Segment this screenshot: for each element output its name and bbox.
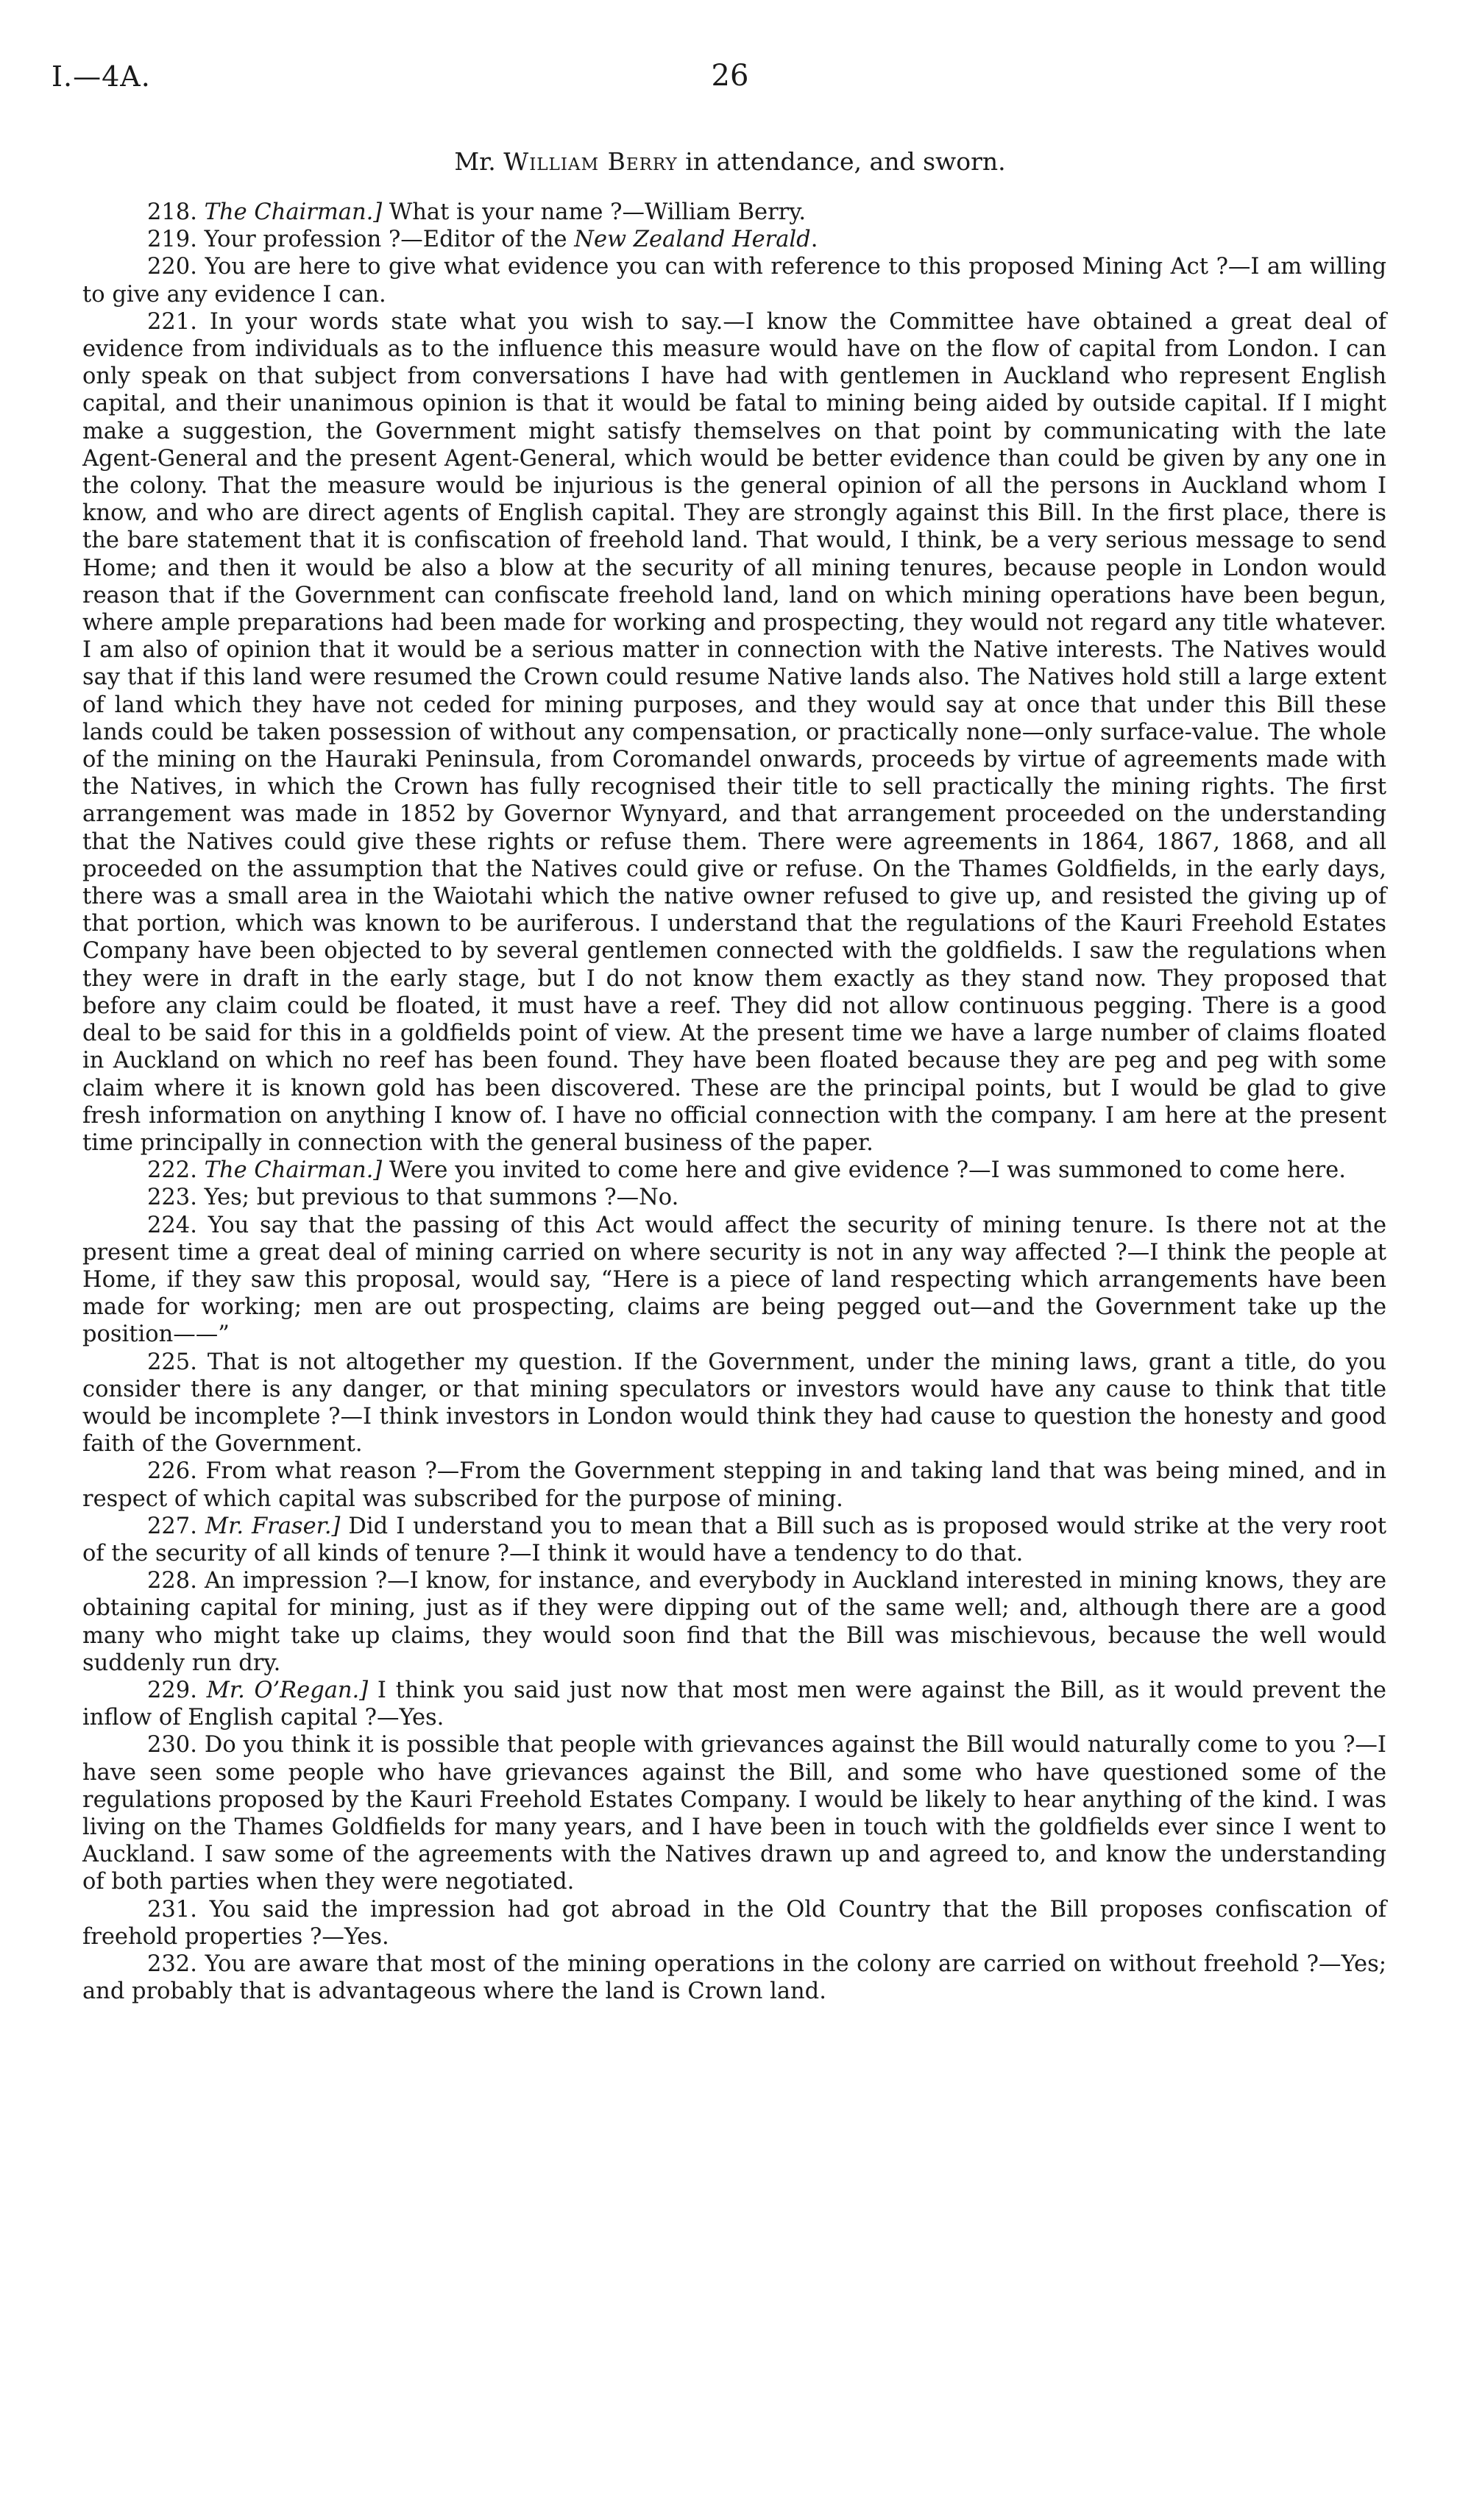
- page-number: 26: [711, 59, 749, 93]
- publication-title: New Zealand Herald: [574, 227, 811, 253]
- question-answer-text: Do you think it is possible that people with grievances against the Bill would naturally come to you ?—I have seen some people who have grievances against the Bill, and some who have questioned some of the regulations proposed by the Kauri Freehold Estates Company. I would be likely to hear anything of the kind. I was living on the Thames Goldfields for many years, and I have been in touch with the goldfields ever since I went to Auckland. I saw some of the agreements with the Natives drawn up and agreed to, and know the understanding of both parties when they were negotiated.: [82, 1732, 1386, 1895]
- evidence-paragraph: [82, 1896, 1386, 1951]
- parliamentary-paper-reference: I.—4A.: [52, 60, 151, 93]
- witness-heading: [0, 147, 1460, 177]
- witness-heading-prefix: Mr.: [454, 147, 496, 176]
- question-number: 226.: [147, 1458, 197, 1485]
- question-answer-text: Did I understand you to mean that a Bill such as is proposed would strike at the very root of the security of all kinds of tenure ?—I think it would have a tendency to do that.: [82, 1513, 1386, 1566]
- evidence-paragraph: [82, 1184, 1386, 1211]
- speaker-name: The Chairman.]: [204, 1157, 383, 1184]
- witness-heading-suffix: in attendance, and sworn.: [685, 147, 1006, 176]
- question-number: 228.: [147, 1568, 197, 1594]
- question-answer-text: You said the impression had got abroad in the Old Country that the Bill proposes confiscation of freehold properties ?—Yes.: [82, 1896, 1386, 1950]
- evidence-paragraph: [82, 1677, 1386, 1731]
- question-answer-text: An impression ?—I know, for instance, and everybody in Auckland interested in mining knows, they are obtaining capital for mining, just as if they were dipping out of the same well; and, although there are a good many who might take up claims, they would soon find that the Bill was mischievous, because the well would suddenly run dry.: [82, 1568, 1386, 1676]
- question-answer-text: In your words state what you wish to say.—I know the Committee have obtained a great deal of evidence from individuals as to the influence this measure would have on the flow of capital from London. I can only speak on that subject from conversations I have had with gentlemen in Auckland who represent English capital, and their unanimous opinion is that it would be fatal to mining being aided by outside capital. If I might make a suggestion, the Government might satisfy themselves on that point by communicating with the late Agent-General and the present Agent-General, which would be better evidence than could be given by any one in the colony. That the measure would be injurious is the general opinion of all the persons in Auckland whom I know, and who are direct agents of English capital. They are strongly against this Bill. In the first place, there is the bare statement that it is confiscation of freehold land. That would, I think, be a very serious message to send Home; and then it would be also a blow at the security of all mining tenures, because people in London would reason that if the Government can confiscate freehold land, land on which mining operations have been begun, where ample preparations had been made for working and prospecting, they would not regard any title whatever. I am also of opinion that it would be a serious matter in connection with the Native interests. The Natives would say that if this land were resumed the Crown could resume Native lands also. The Natives hold still a large extent of land which they have not ceded for mining purposes, and they would say at once that under this Bill these lands could be taken possession of without any compensation, or practically none—only surface-value. The whole of the mining on the Hauraki Peninsula, from Coromandel onwards, proceeds by virtue of agreements made with the Natives, in which the Crown has fully recognised their title to sell practically the mining rights. The first arrangement was made in 1852 by Governor Wynyard, and that arrangement proceeded on the understanding that the Natives could give these rights or refuse them. There were agreements in 1864, 1867, 1868, and all proceeded on the assumption that the Natives could give or refuse. On the Thames Goldfields, in the early days, there was a small area in the Waiotahi which the native owner refused to give up, and resisted the giving up of that portion, which was known to be auriferous. I understand that the regulations of the Kauri Freehold Estates Company have been objected to by several gentlemen connected with the goldfields. I saw the regulations when they were in draft in the early stage, but I do not know them exactly as they stand now. They proposed that before any claim could be floated, it must have a reef. They did not allow continuous pegging. There is a good deal to be said for this in a goldfields point of view. At the present time we have a large number of claims floated in Auckland on which no reef has been found. They have been floated because they are peg and peg with some claim where it is known gold has been discovered. These are the principal points, but I would be glad to give fresh information on anything I know of. I have no official connection with the company. I am here at the present time principally in connection with the general business of the paper.: [82, 308, 1386, 1156]
- question-answer-text: You are here to give what evidence you can with reference to this proposed Mining Act ?—I am willing to give any evidence I can.: [82, 254, 1387, 308]
- speaker-name: The Chairman.]: [204, 199, 383, 225]
- question-answer-text: I think you said just now that most men were against the Bill, as it would prevent the inflow of English capital ?—Yes.: [82, 1677, 1386, 1731]
- question-number: 222.: [147, 1157, 197, 1184]
- question-answer-text: Yes; but previous to that summons ?—No.: [204, 1185, 679, 1211]
- evidence-paragraph: [82, 199, 1386, 226]
- question-answer-text: That is not altogether my question. If the Government, under the mining laws, grant a title, do you consider there is any danger, or that mining speculators or investors would have any cause to think that title would be incomplete ?—I think investors in London would think they had cause to question the honesty and good faith of the Government.: [82, 1349, 1386, 1458]
- evidence-paragraph: [82, 1349, 1386, 1458]
- question-number: 223.: [147, 1185, 197, 1211]
- evidence-paragraph: [82, 226, 1386, 253]
- question-answer-tail: .: [810, 227, 818, 253]
- question-answer-text: You are aware that most of the mining operations in the colony are carried on without freehold ?—Yes; and probably that is advantageous where the land is Crown land.: [82, 1951, 1386, 2005]
- speaker-name: Mr. Fraser.]: [205, 1513, 341, 1539]
- question-number: 227.: [147, 1513, 197, 1539]
- witness-name: William Berry: [503, 147, 678, 176]
- question-number: 232.: [147, 1951, 197, 1977]
- question-answer-text: Were you invited to come here and give evidence ?—I was summoned to come here.: [382, 1157, 1346, 1184]
- question-number: 224.: [147, 1212, 197, 1238]
- question-answer-text: You say that the passing of this Act would affect the security of mining tenure. Is there not at the present time a great deal of mining carried on where security is not in any way affected ?—I think the people at Home, if they saw this proposal, would say, “Here is a piece of land respecting which arrangements have been made for working; men are out prospecting, claims are being pegged out—and the Government take up the position——”: [82, 1212, 1386, 1348]
- question-answer-text: What is your name ?—William Berry.: [382, 199, 807, 225]
- question-number: 229.: [147, 1677, 197, 1703]
- question-number: 220.: [147, 254, 197, 280]
- question-number: 230.: [147, 1732, 197, 1758]
- speaker-name: Mr. O’Regan.]: [206, 1677, 369, 1703]
- question-number: 225.: [147, 1349, 197, 1375]
- evidence-paragraph: [82, 1731, 1386, 1895]
- question-number: 218.: [147, 199, 197, 225]
- evidence-paragraph: [82, 1567, 1386, 1677]
- evidence-paragraph: [82, 1513, 1386, 1567]
- question-answer-text: From what reason ?—From the Government stepping in and taking land that was being mined, and in respect of which capital was subscribed for the purpose of mining.: [82, 1458, 1387, 1512]
- evidence-paragraph: [82, 1157, 1386, 1184]
- evidence-paragraph: [82, 253, 1386, 308]
- evidence-body: [82, 199, 1386, 2005]
- evidence-paragraph: [82, 308, 1386, 1157]
- question-answer-text: Your profession ?—Editor of the: [204, 227, 575, 253]
- evidence-paragraph: [82, 1212, 1386, 1349]
- question-number: 231.: [147, 1896, 197, 1923]
- evidence-paragraph: [82, 1951, 1386, 2005]
- question-number: 221.: [147, 308, 197, 335]
- question-number: 219.: [147, 227, 197, 253]
- evidence-paragraph: [82, 1458, 1386, 1512]
